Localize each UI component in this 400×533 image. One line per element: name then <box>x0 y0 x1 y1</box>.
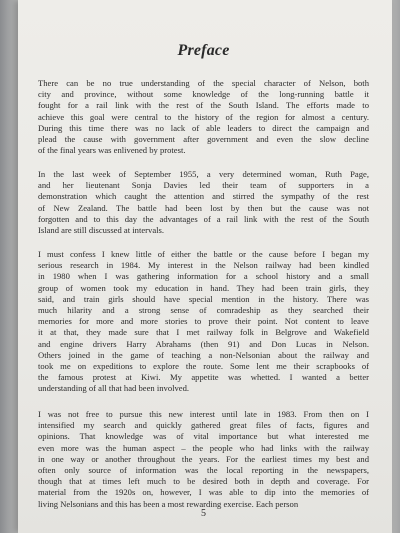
text-line: and her lieutenant Sonja Davies led their team of supporters in a <box>38 180 369 191</box>
text-line: opinions. That knowledge was of vital importance but what interested me <box>38 431 369 442</box>
text-line: city and province, without some knowledge of the long-running battle it <box>38 89 369 100</box>
text-line: In the last week of September 1955, a very determined woman, Ruth Page, <box>38 169 369 179</box>
paragraph-3 <box>38 249 369 395</box>
text-line: of New Zealand. The battle had been lost by then but the cause was not <box>38 202 369 213</box>
text-line: serious research in 1984. My interest in the Nelson railway had been kindled <box>38 260 369 271</box>
text-line: in one way or another throughout the years. For the earliest times my best and <box>38 453 369 464</box>
paragraph-1 <box>38 78 369 156</box>
text-line: much hilarity and a strong sense of comradeship as they searched their <box>38 305 369 316</box>
page-heading: Preface <box>177 42 230 59</box>
text-line: I must confess I knew little of either the battle or the cause before I began my <box>38 249 369 259</box>
text-line: During this time there was no lack of able leaders to direct the campaign and <box>38 122 369 133</box>
page-number: 5 <box>201 508 206 519</box>
book-page <box>18 0 392 533</box>
text-line: living Nelsonians and this has been a most rewarding exercise. Each person <box>38 498 299 509</box>
text-line: the famous protest at Kiwi. My appetite was whetted. I wanted a better <box>38 372 369 383</box>
text-line: said, and train girls should have special mention in the history. There was <box>38 293 369 304</box>
text-line: forgotten and to this day the advantages of a rail link with the rest of the South <box>38 213 369 224</box>
text-line: plead the cause with government after government and even the slow decline <box>38 134 369 145</box>
text-line: though that at times left much to be desired both in depth and coverage. For <box>38 476 369 487</box>
text-line: intensified my search and quickly gathered great files of facts, figures and <box>38 420 369 431</box>
text-line: I was not free to pursue this new interest until late in 1983. From then on I <box>38 409 369 419</box>
text-line: understanding of all that had been involved. <box>38 383 190 394</box>
text-line: demonstration which caught the attention and stirred the sympathy of the rest <box>38 191 369 202</box>
text-line: of the final years was enlivened by protest. <box>38 145 186 156</box>
text-line: and engine drivers Harry Abrahams (then 91) and Don Lucas in Nelson. <box>38 338 369 349</box>
text-line: Others joined in the game of teaching a non-Nelsonian about the railway and <box>38 349 369 360</box>
text-line: There can be no true understanding of the special character of Nelson, both <box>38 78 369 88</box>
paragraph-4 <box>38 409 369 510</box>
text-line: took me on expeditions to explore the route. Some lent me their scrapbooks of <box>38 361 369 372</box>
text-line: fought for a rail link with the rest of the South Island. The efforts made to <box>38 100 369 111</box>
text-line: Island are still discussed at intervals. <box>38 225 165 236</box>
text-line: even more was the human aspect – the people who had links with the railway <box>38 442 369 453</box>
text-line: material from the 1920s on, however, I was able to dip into the memories of <box>38 487 369 498</box>
text-line: memories for more and more stories to prove their point. Not content to leave <box>38 316 369 327</box>
paragraph-2 <box>38 169 369 236</box>
text-line: it at that, they made sure that I met railway folk in Belgrove and Wakefield <box>38 327 369 338</box>
text-line: in 1980 when I was gathering information for a school history and a small <box>38 271 369 282</box>
text-line: often only source of information was the local reporting in the newspapers, <box>38 465 369 476</box>
text-line: group of women took my education in hand. They had been train girls, they <box>38 282 369 293</box>
text-line: achieve this goal were central to the history of the region for almost a century. <box>38 111 369 122</box>
